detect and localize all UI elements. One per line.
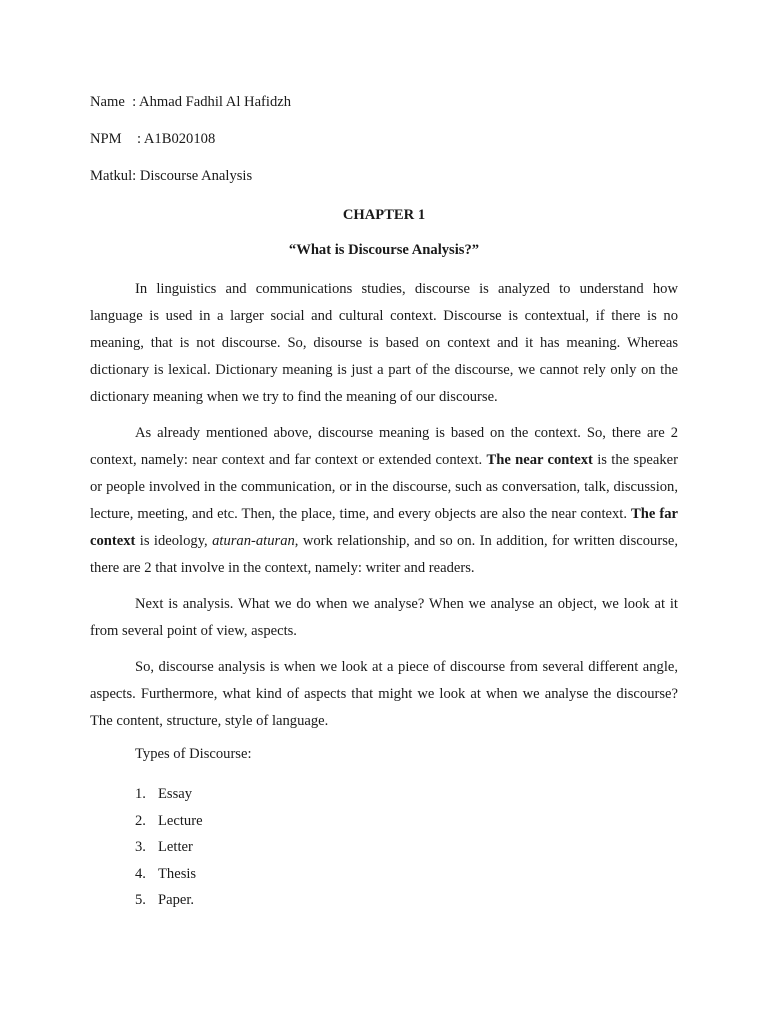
name-label: Name : bbox=[90, 94, 140, 110]
types-heading: Types of Discourse: bbox=[135, 746, 252, 762]
list-item bbox=[135, 784, 678, 811]
name-line bbox=[90, 92, 678, 129]
name-value: Ahmad Fadhil Al Hafidzh bbox=[139, 94, 292, 110]
matkul-label: Matkul: bbox=[90, 168, 140, 184]
matkul-value: Discourse Analysis bbox=[139, 168, 253, 184]
paragraph-2-part-3: is ideology, bbox=[135, 533, 213, 549]
list-item-label: Letter bbox=[158, 839, 193, 855]
paragraph-1: In linguistics and communications studies, discourse is analyzed to understand how language is used in a larger social and cultural context. Discourse is contextual, if there is no meaning, that is not discourse. So, disourse is based on context and it has meaning. Whereas dictionary is lexical. Dictionary meaning is just a part of the discourse, we cannot rely only on the dictionary meaning when we try to find the meaning of our discourse. bbox=[90, 281, 678, 405]
far-context-term: The far context bbox=[90, 506, 678, 549]
list-item bbox=[135, 837, 678, 864]
matkul-line bbox=[90, 166, 678, 203]
list-item-label: Lecture bbox=[158, 812, 203, 829]
list-item-number: 5. bbox=[135, 892, 146, 908]
paragraph-2-part-2: is the speaker or people involved in the communication, or in the discourse, such as conversation, talk, discussion, lecture, meeting, and etc. Then, the place, time, and every objects are also the near context. bbox=[90, 452, 678, 522]
list-item-label: Thesis bbox=[158, 865, 197, 882]
npm-value: : A1B020108 bbox=[137, 131, 216, 147]
paragraph-3: Next is analysis. What we do when we analyse? When we analyse an object, we look at it from several point of view, aspects. bbox=[90, 596, 678, 639]
list-item bbox=[135, 811, 678, 838]
npm-line bbox=[90, 129, 678, 166]
paragraph-2-part-1: As already mentioned above, discourse meaning is based on the context. So, there are 2 context, namely: near context and far context or extended context. bbox=[90, 425, 678, 468]
types-list bbox=[135, 784, 678, 917]
aturan-term: aturan-aturan bbox=[212, 533, 295, 549]
chapter-heading: CHAPTER 1 bbox=[342, 207, 426, 223]
list-item bbox=[135, 864, 678, 891]
list-item-number: 3. bbox=[135, 839, 146, 855]
list-item-number: 2. bbox=[135, 812, 146, 829]
paragraph-2-part-4: , work relationship, and so on. In addition, for written discourse, there are 2 that involve in the context, namely: writer and readers. bbox=[90, 533, 679, 576]
list-item bbox=[135, 890, 678, 917]
chapter-subtitle: “What is Discourse Analysis?” bbox=[288, 242, 480, 258]
list-item-label: Essay bbox=[158, 786, 193, 802]
npm-label: NPM bbox=[90, 131, 122, 147]
document-page bbox=[90, 92, 678, 917]
paragraph-2 bbox=[90, 420, 678, 582]
near-context-term: The near context bbox=[486, 452, 593, 468]
list-item-label: Paper. bbox=[158, 892, 195, 908]
list-item-number: 1. bbox=[135, 786, 146, 802]
list-item-number: 4. bbox=[135, 865, 146, 882]
paragraph-4: So, discourse analysis is when we look at a piece of discourse from several different angle, aspects. Furthermore, what kind of aspects that might we look at when we analyse the discourse? The content, structure, style of language. bbox=[90, 659, 678, 729]
